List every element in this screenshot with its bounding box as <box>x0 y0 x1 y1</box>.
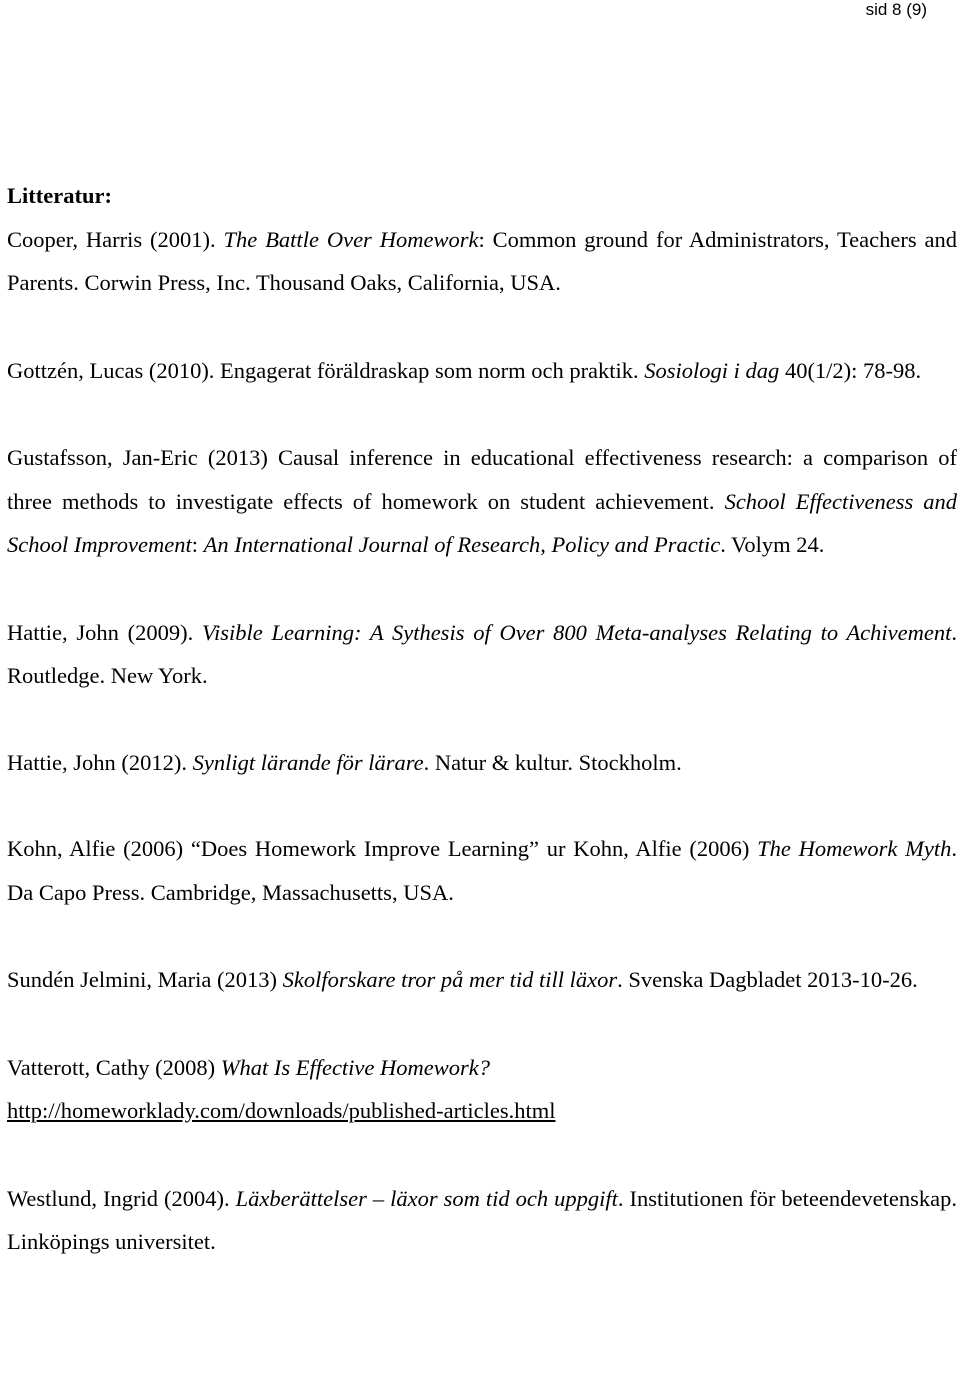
ref-author-title: Kohn, Alfie (2006) “Does Homework Improve Learning” ur Kohn, Alfie (2006) <box>7 836 758 861</box>
ref-details: . Natur & kultur. Stockholm. <box>423 749 682 775</box>
ref-title: The Battle Over Homework <box>223 226 479 252</box>
ref-author-title: Gustafsson, Jan-Eric (2013) Causal inference in educational effectiveness research: a comparison of three methods to investigate effects of homework on student achievement. <box>7 445 957 514</box>
reference-hattie-2012 <box>7 741 957 785</box>
ref-author-title: Gottzén, Lucas (2010). Engagerat föräldraskap som norm och praktik. <box>7 357 645 383</box>
ref-author-year: Sundén Jelmini, Maria (2013) <box>7 967 283 992</box>
ref-author-year: Hattie, John (2009). <box>7 619 202 645</box>
ref-title: The Homework Myth <box>757 836 952 861</box>
ref-details: . Da Capo Press. Cambridge, Massachusetts, USA. <box>7 836 957 905</box>
reference-gottzen <box>7 349 957 393</box>
bibliography <box>7 174 957 1264</box>
ref-journal-subtitle: An International Journal of Research, Policy and Practic <box>203 532 721 557</box>
ref-author-year: Cooper, Harris (2001). <box>7 226 224 252</box>
ref-details: . Svenska Dagbladet 2013-10-26. <box>617 967 918 992</box>
ref-details: . Volym 24. <box>720 532 825 557</box>
ref-title: Läxberättelser – läxor som tid och uppgift <box>235 1185 618 1211</box>
ref-details: . Institutionen för beteendevetenskap. Linköpings universitet. <box>7 1185 957 1254</box>
reference-westlund <box>7 1177 957 1264</box>
ref-title: What Is Effective Homework? <box>220 1054 491 1080</box>
ref-journal: School Effectiveness and School Improvement <box>7 488 958 557</box>
ref-journal: Sosiologi i dag <box>644 357 780 383</box>
reference-gustafsson <box>7 436 957 567</box>
reference-hattie-2009 <box>7 611 957 698</box>
ref-title: Visible Learning: A Sythesis of Over 800 Meta-analyses Relating to Achivement <box>201 619 952 645</box>
ref-title: Skolforskare tror på mer tid till läxor <box>282 967 618 992</box>
ref-title: Synligt lärande för lärare <box>192 749 424 775</box>
reference-sunden <box>7 958 957 1002</box>
reference-kohn <box>7 827 957 914</box>
ref-author-year: Westlund, Ingrid (2004). <box>7 1185 236 1211</box>
reference-vatterott <box>7 1046 957 1133</box>
ref-details: 40(1/2): 78-98. <box>779 357 922 383</box>
ref-details: . Routledge. New York. <box>7 619 958 688</box>
ref-author-year: Vatterott, Cathy (2008) <box>7 1054 221 1080</box>
section-heading: Litteratur: <box>7 183 112 208</box>
ref-url-link[interactable]: http://homeworklady.com/downloads/published-articles.html <box>7 1098 556 1123</box>
ref-author-year: Hattie, John (2012). <box>7 749 193 775</box>
reference-cooper <box>7 218 957 305</box>
ref-separator: : <box>191 532 204 557</box>
page-number: sid 8 (9) <box>865 0 927 19</box>
ref-details: : Common ground for Administrators, Teachers and Parents. Corwin Press, Inc. Thousand Oaks, California, USA. <box>7 226 957 295</box>
